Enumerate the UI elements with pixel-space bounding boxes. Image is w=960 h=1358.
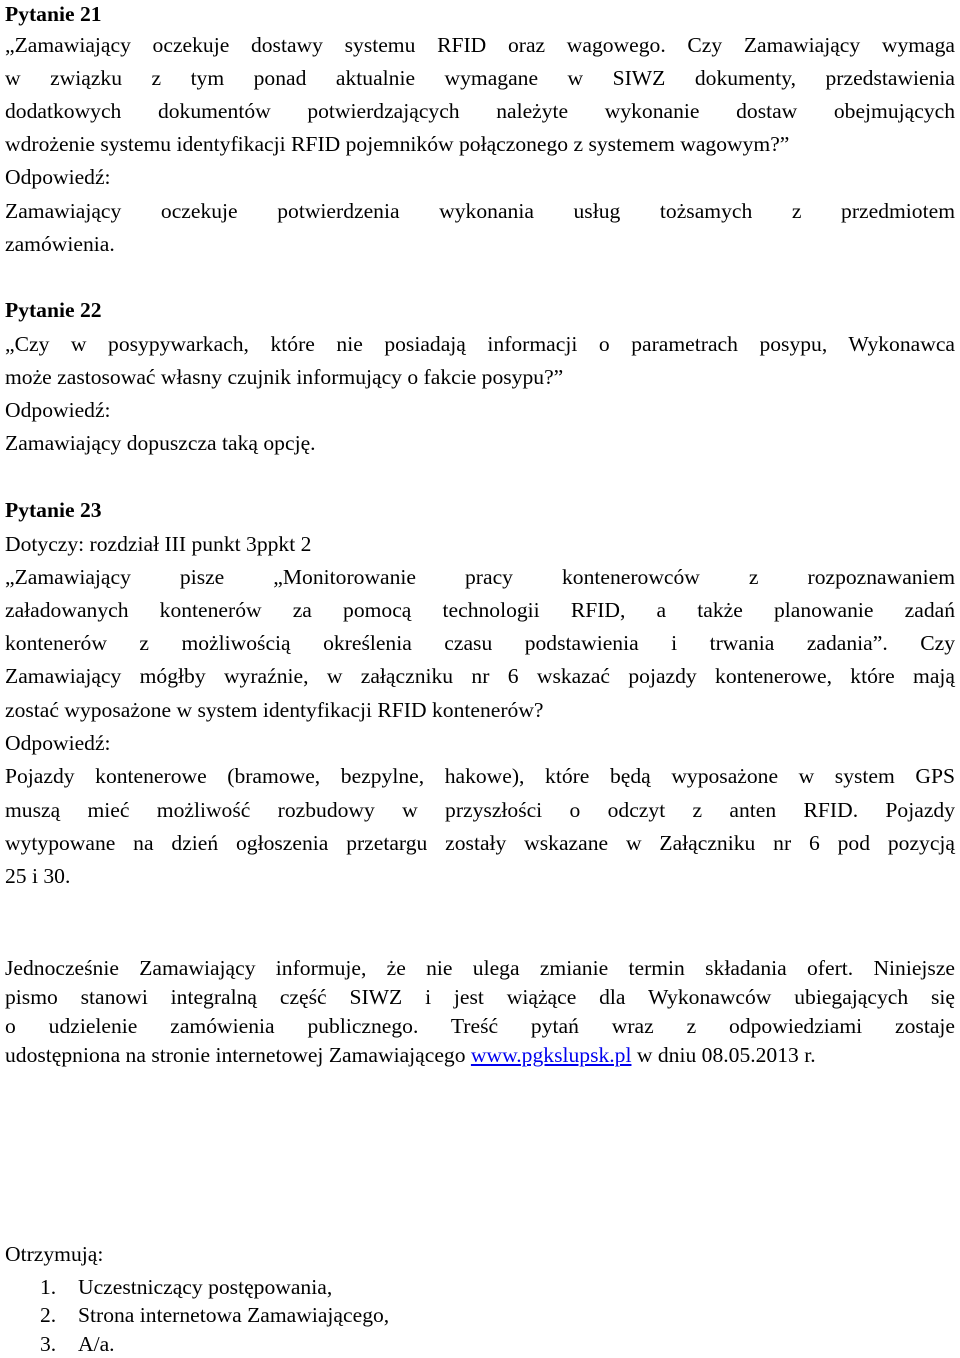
notice-line: o udzielenie zamówienia publicznego. Treść pytań wraz z odpowiedziami zostaje [5,1014,955,1038]
notice-last-suffix: w dniu 08.05.2013 r. [631,1043,816,1067]
question-23-heading: Pytanie 23 [5,498,102,522]
question-22-text-line: może zastosować własny czujnik informujący o fakcie posypu?” [5,365,564,389]
question-21-answer-line: zamówienia. [5,232,115,256]
question-22-answer-label: Odpowiedź: [5,398,111,422]
question-23-answer-line: Pojazdy kontenerowe (bramowe, bezpylne, hakowe), które będą wyposażone w system GPS [5,764,955,788]
notice-last-line [5,1041,816,1069]
question-23-answer-line: muszą mieć możliwość rozbudowy w przyszłości o odczyt z anten RFID. Pojazdy [5,798,955,822]
recipient-number: 3. [40,1332,57,1356]
notice-line: pismo stanowi integralną część SIWZ i jest wiążące dla Wykonawców ubiegających się [5,985,955,1009]
recipient-item [40,1273,332,1301]
question-21-text-line: w związku z tym ponad aktualnie wymagane w SIWZ dokumenty, przedstawienia [5,66,955,90]
recipient-item [40,1301,389,1329]
question-23-text-line: zostać wyposażone w system identyfikacji RFID kontenerów? [5,698,544,722]
recipient-number: 1. [40,1275,57,1299]
question-23-text-line: załadowanych kontenerów za pomocą technologii RFID, a także planowanie zadań [5,598,955,622]
question-23-text-line: „Zamawiający pisze „Monitorowanie pracy kontenerowców z rozpoznawaniem [5,565,955,589]
recipient-item [40,1330,115,1358]
question-23-text-line: kontenerów z możliwością określenia czasu podstawienia i trwania zadania”. Czy [5,631,955,655]
recipient-number: 2. [40,1303,57,1327]
recipient-text: Uczestniczący postępowania, [78,1275,333,1299]
question-21-text-line: „Zamawiający oczekuje dostawy systemu RFID oraz wagowego. Czy Zamawiający wymaga [5,33,955,57]
notice-last-prefix: udostępniona na stronie internetowej Zamawiającego [5,1043,471,1067]
question-23-answer-label: Odpowiedź: [5,731,111,755]
question-21-text-line: dodatkowych dokumentów potwierdzających należyte wykonanie dostaw obejmujących [5,99,955,123]
question-23-answer-line: 25 i 30. [5,864,71,888]
question-23-text-line: Zamawiający mógłby wyraźnie, w załączniku nr 6 wskazać pojazdy kontenerowe, które mają [5,664,955,688]
question-21-answer-line: Zamawiający oczekuje potwierdzenia wykonania usług tożsamych z przedmiotem [5,199,955,223]
question-21-text-line: wdrożenie systemu identyfikacji RFID pojemników połączonego z systemem wagowym?” [5,132,790,156]
question-21-answer-label: Odpowiedź: [5,165,111,189]
question-22-answer-line: Zamawiający dopuszcza taką opcję. [5,431,316,455]
question-22-heading: Pytanie 22 [5,298,102,322]
question-21-heading: Pytanie 21 [5,2,102,26]
recipient-text: Strona internetowa Zamawiającego, [78,1303,390,1327]
notice-line: Jednocześnie Zamawiający informuje, że nie ulega zmianie termin składania ofert. Niniejsze [5,956,955,980]
recipient-text: A/a. [78,1332,115,1356]
website-link[interactable]: www.pgkslupsk.pl [470,1043,632,1067]
question-23-reference: Dotyczy: rozdział III punkt 3ppkt 2 [5,532,312,556]
question-22-text-line: „Czy w posypywarkach, które nie posiadają informacji o parametrach posypu, Wykonawca [5,332,955,356]
recipients-label: Otrzymują: [5,1242,104,1266]
question-23-answer-line: wytypowane na dzień ogłoszenia przetargu zostały wskazane w Załączniku nr 6 pod pozycją [5,831,955,855]
